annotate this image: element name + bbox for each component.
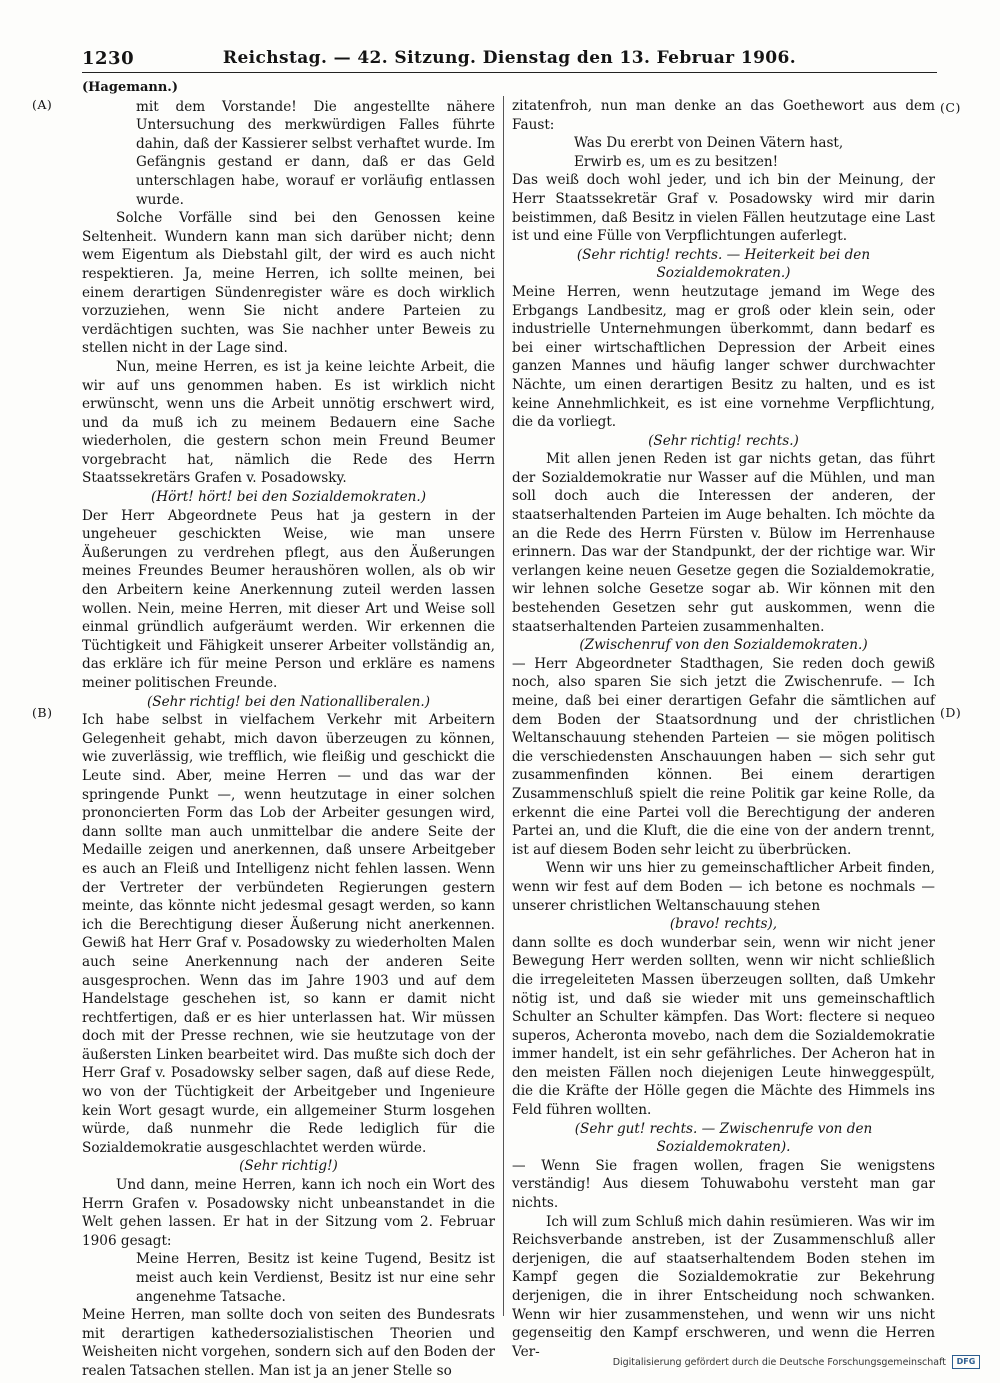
margin-marker-a: (A) bbox=[32, 97, 53, 112]
paragraph: Der Herr Abgeordnete Peus hat ja gestern in der ungeheuer geschickten Weise, wie man unsere Äußerungen zu verdrehen pflegt, aus den Äußerungen meines Freundes Beumer heraushören wollen, als ob wir den Arbeitern keine Anerkennung zuteil werden lassen wollen. Nein, meine Herren, mit dieser Art und Weise soll einmal gründlich aufgeräumt werden. Wir erkennen die Tüchtigkeit und Fähigkeit unserer Arbeiter vollständig an, das erkläre ich für meine Person und erkläre es namens meiner politischen Freunde. bbox=[82, 507, 495, 691]
paragraph: Ich will zum Schluß mich dahin resümieren. Was wir im Reichsverbande anstreben, ist der Zusammenschluß aller derjenigen, die auf staatserhaltendem Boden stehen im Kampf gegen die Sozialdemokratie zur Bekehrung derjenigen, die in ihrer Entscheidung noch schwanken. Wenn wir hier zusammenstehen, und wenn wir uns nicht gegenseitig den Kampf erschweren, und wenn die Herren Ver- bbox=[512, 1213, 935, 1360]
paragraph: Solche Vorfälle sind bei den Genossen keine Seltenheit. Wundern kann man sich darüber nicht; denn wem Eigentum als Diebstahl gilt, der wird es auch nicht respektieren. Ja, meine Herren, ich sollte meinen, bei einem derartigen Sündenregister wäre es doch wirklich vorzuziehen, wenn Sie nicht andere Parteien zu verdächtigen suchten, was Sie nachher unter Beweis zu stellen nicht in der Lage sind. bbox=[82, 210, 495, 357]
paragraph: — Herr Abgeordneter Stadthagen, Sie reden doch gewiß noch, also sparen Sie sich jetzt die Zwischenrufe. — Ich meine, daß bei einer derartigen Gefahr die sämtlichen auf dem Boden der Staatsordnung und der christlichen Weltanschauung stehenden Parteien — sie mögen politisch die verschiedensten Anschauungen haben — sich sehr gut zusammenfinden können. Bei einem derartigen Zusammenschluß spielt die reine Politik gar keine Rolle, da erkennt die eine Partei voll die Berechtigung der anderen Partei an, und die Kluft, die die eine von der andern trennt, ist auf diesem Boden sehr leicht zu überbrücken. bbox=[512, 655, 935, 858]
running-header bbox=[82, 44, 937, 73]
interjection: (Sehr richtig! rechts.) bbox=[648, 432, 799, 449]
margin-marker-b: (B) bbox=[32, 705, 53, 720]
running-title: Reichstag. — 42. Sitzung. Dienstag den 13. Februar 1906. bbox=[222, 48, 797, 68]
paragraph: zitatenfroh, nun man denke an das Goethewort aus dem Faust: bbox=[512, 98, 935, 133]
paragraph: Das weiß doch wohl jeder, und ich bin der Meinung, der Herr Staatssekretär Graf v. Posadowsky wird mir darin beistimmen, daß Besitz in vielen Fällen heutzutage eine Last ist und eine Fülle von Verpflichtungen auferlegt. bbox=[512, 172, 935, 245]
interjection: (Sehr richtig! bei den Nationalliberalen.) bbox=[147, 693, 430, 710]
column-divider bbox=[503, 96, 504, 1316]
paragraph: Wenn wir uns hier zu gemeinschaftlicher Arbeit finden, wenn wir fest auf dem Boden — ich betone es nochmals — unserer christlichen Weltanschauung stehen bbox=[512, 860, 935, 914]
interjection: (Sehr gut! rechts. — Zwischenrufe von den Sozialdemokraten). bbox=[574, 1120, 873, 1156]
interjection: (Sehr richtig! rechts. — Heiterkeit bei den Sozialdemokraten.) bbox=[576, 246, 871, 282]
margin-marker-c: (C) bbox=[940, 100, 961, 115]
right-column bbox=[512, 97, 935, 1361]
paragraph: — Wenn Sie fragen wollen, fragen Sie wenigstens verständig! Aus diesem Tohuwabohu versteht man gar nichts. bbox=[512, 1157, 935, 1212]
dfg-logo: DFG bbox=[952, 1355, 980, 1369]
paragraph: Ich habe selbst in vielfachem Verkehr mit Arbeitern Gelegenheit gehabt, mich davon überzeugen zu können, wie zuverlässig, wie trefflich, wie fleißig und geschickt die Leute sind. Aber, meine Herren — und das war der springende Punkt —, wenn heutzutage in einer solchen prononcierten Form das Lob der Arbeiter gesungen wird, dann sollte man auch unmittelbar die andere Seite der Medaille zeigen und anerkennen, daß unsere Arbeitgeber es auch an Fleiß und Intelligenz nicht fehlen lassen. Wenn der Vertreter der verbündeten Regierungen gestern meinte, das könnte nicht jedesmal gesagt werden, so kann ich die Berechtigung dieser Äußerung nicht anerkennen. Gewiß hat Herr Graf v. Posadowsky zu wiederholten Malen auch seine Anerkennung nach der anderen Seite ausgesprochen. Wenn das im Jahre 1903 und auf dem Handelstage geschehen ist, so kann er damit nicht rechtfertigen, daß er es hier unterlassen hat. Wir müssen doch mit der Presse rechnen, wie sie heutzutage von der äußersten Linken bearbeitet wird. Das mußte sich doch der Herr Graf v. Posadowsky selber sagen, daß auf diese Rede, wo von der Tüchtigkeit der Arbeitgeber und Ingenieure kein Wort gesagt wurde, ein allgemeiner Sturm losgehen würde, daß nunmehr die Rede lediglich für die Sozialdemokratie ausgeschlachtet werden würde. bbox=[82, 712, 495, 1156]
left-column bbox=[82, 79, 495, 1381]
credit-text: Digitalisierung gefördert durch die Deutsche Forschungsgemeinschaft bbox=[612, 1356, 946, 1368]
quotation: Meine Herren, Besitz ist keine Tugend, Besitz ist meist auch kein Verdienst, Besitz ist nur eine sehr angenehme Tatsache. bbox=[136, 1251, 495, 1305]
paragraph: Meine Herren, wenn heutzutage jemand im Wege des Erbgangs Landbesitz, mag er groß oder klein sein, oder industrielle Unternehmungen überkommt, dann bedarf es bei einer wirtschaftlichen Depression der Arbeit eines ganzen Mannes und häufig langer schwer durchwachter Nächte, um einen derartigen Besitz zu halten, und es ist keine Annehmlichkeit, es ist eine vornehme Verpflichtung, die da vorliegt. bbox=[512, 283, 935, 431]
paragraph: Mit allen jenen Reden ist gar nichts getan, das führt der Sozialdemokratie nur Wasser auf die Mühlen, und man soll doch auch die Interessen der anderen, der staatserhaltenden Parteien im Auge behalten. Ich möchte da an die Rede des Herrn Fürsten v. Bülow im Herrenhause erinnern. Das war der Standpunkt, der der richtige war. Wir verlangen keine neuen Gesetze gegen die Sozialdemokratie, wir lehnen solche Gesetze sogar ab. Wir können mit den bestehenden Gesetzen sehr gut auskommen, wenn die staatserhaltenden Parteien zusammenhalten. bbox=[512, 451, 935, 635]
interjection: (bravo! rechts), bbox=[669, 916, 778, 933]
interjection: (Zwischenruf von den Sozialdemokraten.) bbox=[579, 637, 868, 654]
paragraph: Und dann, meine Herren, kann ich noch ein Wort des Herrn Grafen v. Posadowsky nicht unbeanstandet in die Welt gehen lassen. Er hat in der Sitzung vom 2. Februar 1906 gesagt: bbox=[82, 1177, 495, 1249]
interjection: (Hört! hört! bei den Sozialdemokraten.) bbox=[150, 489, 426, 506]
paragraph: Nun, meine Herren, es ist ja keine leichte Arbeit, die wir auf uns genommen haben. Es ist wirklich nicht erwünscht, wenn uns die Arbeit unnötig erschwert wird, und da muß ich zu meinem Bedauern eine Sache wiederholen, die gestern schon mein Freund Beumer vorgebracht hat, nämlich die Rede des Herrn Staatssekretärs Grafen v. Posadowsky. bbox=[82, 358, 495, 487]
margin-marker-d: (D) bbox=[940, 705, 962, 720]
speaker-label: (Hagemann.) bbox=[82, 80, 178, 95]
paragraph: mit dem Vorstande! Die angestellte nähere Untersuchung des merkwürdigen Falles führte dahin, daß der Kassierer selbst verhaftet wurde. Im Gefängnis gestand er dann, daß er das Geld unterschlagen habe, worauf er vorläufig entlassen wurde. bbox=[136, 98, 495, 208]
paragraph: Meine Herren, man sollte doch von seiten des Bundesrats mit derartigen kathedersozialistischen Theorien und Weisheiten nicht vorgehen, sondern sich auf den Boden der realen Tatsachen stellen. Man ist ja an jener Stelle so bbox=[82, 1307, 495, 1379]
interjection: (Sehr richtig!) bbox=[239, 1158, 338, 1175]
verse-line: Was Du ererbt von Deinen Vätern hast, bbox=[574, 135, 844, 152]
verse-line: Erwirb es, um es zu besitzen! bbox=[574, 153, 779, 170]
page-number: 1230 bbox=[82, 48, 135, 69]
digitization-credit bbox=[613, 1355, 980, 1369]
paragraph: dann sollte es doch wunderbar sein, wenn wir nicht jener Bewegung Herr werden sollten, wenn wir nicht schließlich die irregeleiteten Massen überzeugen sollten, daß Umkehr nötig ist, und daß sie wieder mit uns gemeinschaftlich Schulter an Schulter kämpfen. Das Wort: flectere si nequeo superos, Acheronta movebo, nach dem die Sozialdemokratie immer handelt, ist ein sehr gefährliches. Der Acheron hat in den meisten Fällen noch diejenigen Leute hinweggespült, die die Kräfte der Hölle gegen die Mächte des Himmels ins Feld führen wollten. bbox=[512, 934, 935, 1119]
